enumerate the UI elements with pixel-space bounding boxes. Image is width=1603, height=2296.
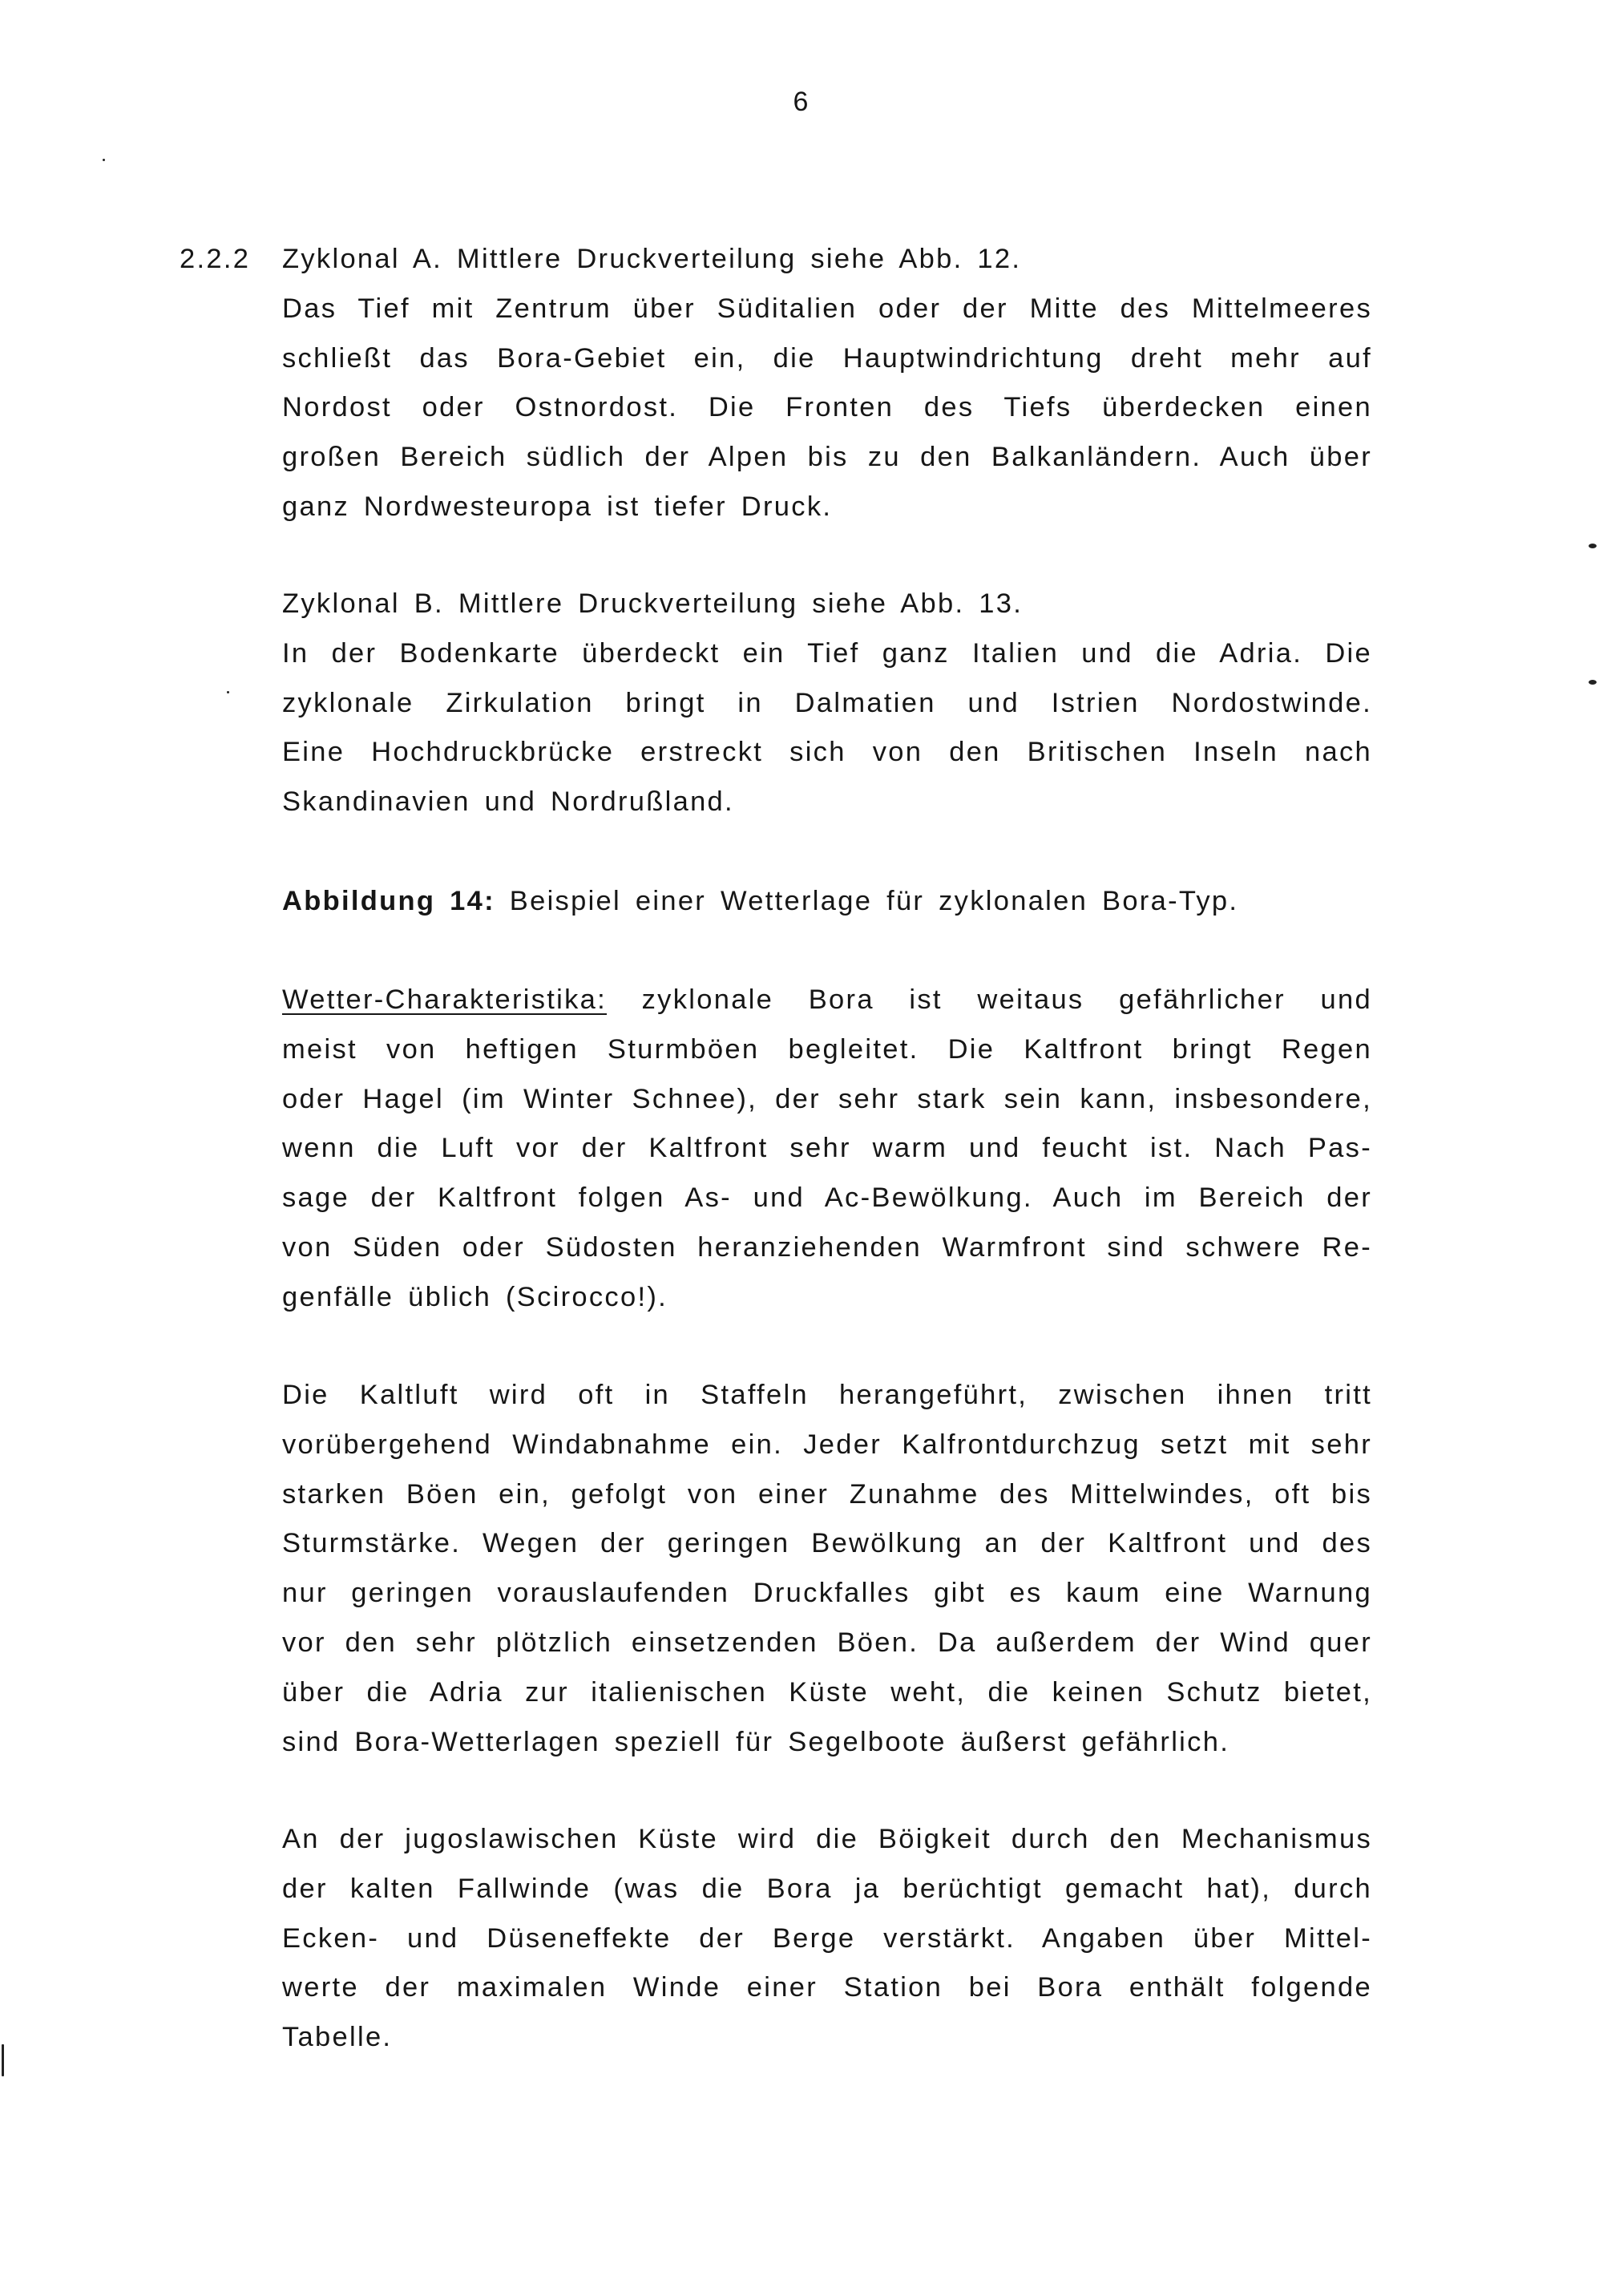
paragraph-line: Ecken- und Düseneffekte der Berge verstärkt. Angaben über Mittel- bbox=[282, 1922, 1372, 1954]
section-heading: Zyklonal A. Mittlere Druckverteilung siehe Abb. 12. bbox=[282, 244, 1022, 274]
paragraph-line: Das Tief mit Zentrum über Süditalien oder der Mitte des Mittelmeeres bbox=[282, 293, 1372, 324]
figure-caption-label: Abbildung 14: bbox=[282, 886, 495, 916]
paragraph-line: wenn die Luft vor der Kaltfront sehr warm und feucht ist. Nach Pas- bbox=[282, 1133, 1372, 1164]
scan-speck bbox=[103, 159, 105, 161]
figure-caption-text: Beispiel einer Wetterlage für zyklonalen Bora-Typ. bbox=[495, 886, 1239, 916]
figure-caption bbox=[282, 877, 1372, 927]
paragraph-line: werte der maximalen Winde einer Station bei Bora enthält folgende bbox=[282, 1972, 1372, 2003]
page-number: 6 bbox=[793, 87, 810, 117]
paragraph-line: über die Adria zur italienischen Küste weht, die keinen Schutz bietet, bbox=[282, 1676, 1372, 1708]
paragraph-line: genfälle üblich (Scirocco!). bbox=[282, 1281, 668, 1312]
paragraph-line: der kalten Fallwinde (was die Bora ja berüchtigt gemacht hat), durch bbox=[282, 1873, 1372, 1904]
section-kaltluft bbox=[282, 1371, 1372, 1767]
scan-speck bbox=[1589, 680, 1597, 685]
scan-speck bbox=[227, 691, 229, 693]
paragraph-line: Tabelle. bbox=[282, 2022, 393, 2053]
subsection-heading: Zyklonal B. Mittlere Druckverteilung siehe Abb. 13. bbox=[282, 588, 1024, 619]
characteristics-first-line: zyklonale Bora ist weitaus gefährlicher und bbox=[607, 984, 1372, 1015]
paragraph-line: sind Bora-Wetterlagen speziell für Segelboote äußerst gefährlich. bbox=[282, 1726, 1230, 1757]
paragraph-line: Die Kaltluft wird oft in Staffeln herangeführt, zwischen ihnen tritt bbox=[282, 1380, 1372, 1410]
paragraph-line: Skandinavien und Nordrußland. bbox=[282, 786, 734, 818]
scan-speck bbox=[1589, 544, 1597, 548]
paragraph-line: meist von heftigen Sturmböen begleitet. Die Kaltfront bringt Regen bbox=[282, 1033, 1372, 1065]
paragraph-line: starken Böen ein, gefolgt von einer Zunahme des Mittelwindes, oft bis bbox=[282, 1478, 1372, 1510]
paragraph-line: zyklonale Zirkulation bringt in Dalmatien und Istrien Nordostwinde. bbox=[282, 687, 1372, 718]
section-characteristics bbox=[282, 976, 1372, 1323]
paragraph-line: oder Hagel (im Winter Schnee), der sehr stark sein kann, insbesondere, bbox=[282, 1083, 1372, 1114]
paragraph-line: schließt das Bora-Gebiet ein, die Hauptwindrichtung dreht mehr auf bbox=[282, 342, 1372, 374]
paragraph-line: nur geringen vorauslaufenden Druckfalles gibt es kaum eine Warnung bbox=[282, 1578, 1372, 1609]
paragraph-line: ganz Nordwesteuropa ist tiefer Druck. bbox=[282, 491, 833, 522]
paragraph-line bbox=[282, 976, 1372, 1025]
figure-caption-line bbox=[282, 877, 1372, 927]
section-zyklonal-b bbox=[282, 580, 1372, 827]
section-jugoslawisch bbox=[282, 1815, 1372, 2063]
scan-speck bbox=[2, 2044, 4, 2076]
section-zyklonal-a bbox=[282, 235, 1372, 532]
paragraph-line: vorübergehend Windabnahme ein. Jeder Kalfrontdurchzug setzt mit sehr bbox=[282, 1429, 1372, 1460]
paragraph-line: sage der Kaltfront folgen As- und Ac-Bewölkung. Auch im Bereich der bbox=[282, 1182, 1372, 1214]
paragraph-line: vor den sehr plötzlich einsetzenden Böen. Da außerdem der Wind quer bbox=[282, 1627, 1372, 1658]
paragraph-line: Eine Hochdruckbrücke erstreckt sich von den Britischen Inseln nach bbox=[282, 737, 1372, 768]
section-number: 2.2.2 bbox=[180, 244, 251, 274]
paragraph-line: von Süden oder Südosten heranziehenden Warmfront sind schwere Re- bbox=[282, 1231, 1372, 1263]
paragraph-line: Nordost oder Ostnordost. Die Fronten des Tiefs überdecken einen bbox=[282, 392, 1372, 423]
paragraph-line: Sturmstärke. Wegen der geringen Bewölkung an der Kaltfront und des bbox=[282, 1528, 1372, 1559]
paragraph-line: großen Bereich südlich der Alpen bis zu den Balkanländern. Auch über bbox=[282, 442, 1372, 473]
paragraph-line: An der jugoslawischen Küste wird die Böigkeit durch den Mechanismus bbox=[282, 1824, 1372, 1854]
characteristics-label: Wetter-Charakteristika: bbox=[282, 984, 608, 1015]
paragraph-line: In der Bodenkarte überdeckt ein Tief ganz Italien und die Adria. Die bbox=[282, 637, 1372, 669]
